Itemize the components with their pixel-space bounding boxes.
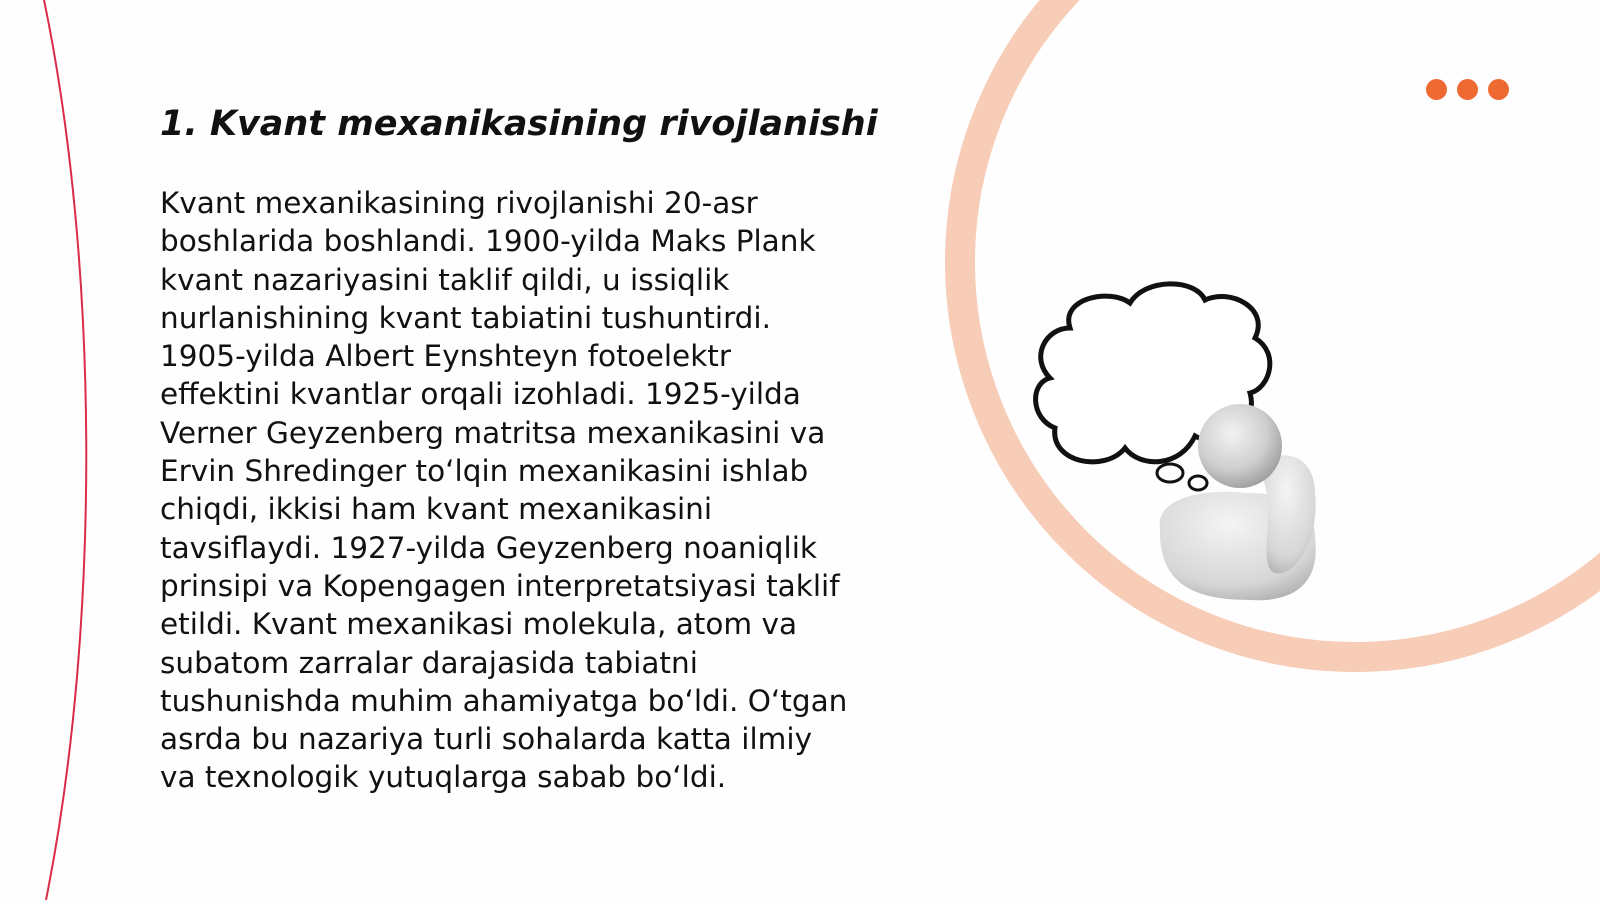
slide-title: 1. Kvant mexanikasining rivojlanishi: [160, 104, 878, 144]
more-options-dots: [1426, 79, 1509, 100]
dot-icon: [1457, 79, 1478, 100]
thinking-person-illustration: [1030, 278, 1350, 618]
slide-body-text: Kvant mexanikasining rivojlanishi 20-asr boshlarida boshlandi. 1900-yilda Maks Plank kvant nazariyasini taklif qildi, u issiqlik nurlanishining kvant tabiatini tushuntirdi. 1905-yilda Albert Eynshteyn fotoelektr effektini kvantlar orqali izohladi. 1925-yilda Verner Geyzenberg matritsa mexanikasini va Ervin Shredinger to‘lqin mexanikasini ishlab chiqdi, ikkisi ham kvant mexanikasini tavsiflaydi. 1927-yilda Geyzenberg noaniqlik prinsipi va Kopengagen interpretatsiyasi taklif etildi. Kvant mexanikasi molekula, atom va subatom zarralar darajasida tabiatni tushunishda muhim ahamiyatga bo‘ldi. O‘tgan asrda bu nazariya turli sohalarda katta ilmiy va texnologik yutuqlarga sabab bo‘ldi.: [160, 186, 848, 795]
left-accent-line: [44, 0, 86, 900]
dot-icon: [1426, 79, 1447, 100]
dot-icon: [1488, 79, 1509, 100]
